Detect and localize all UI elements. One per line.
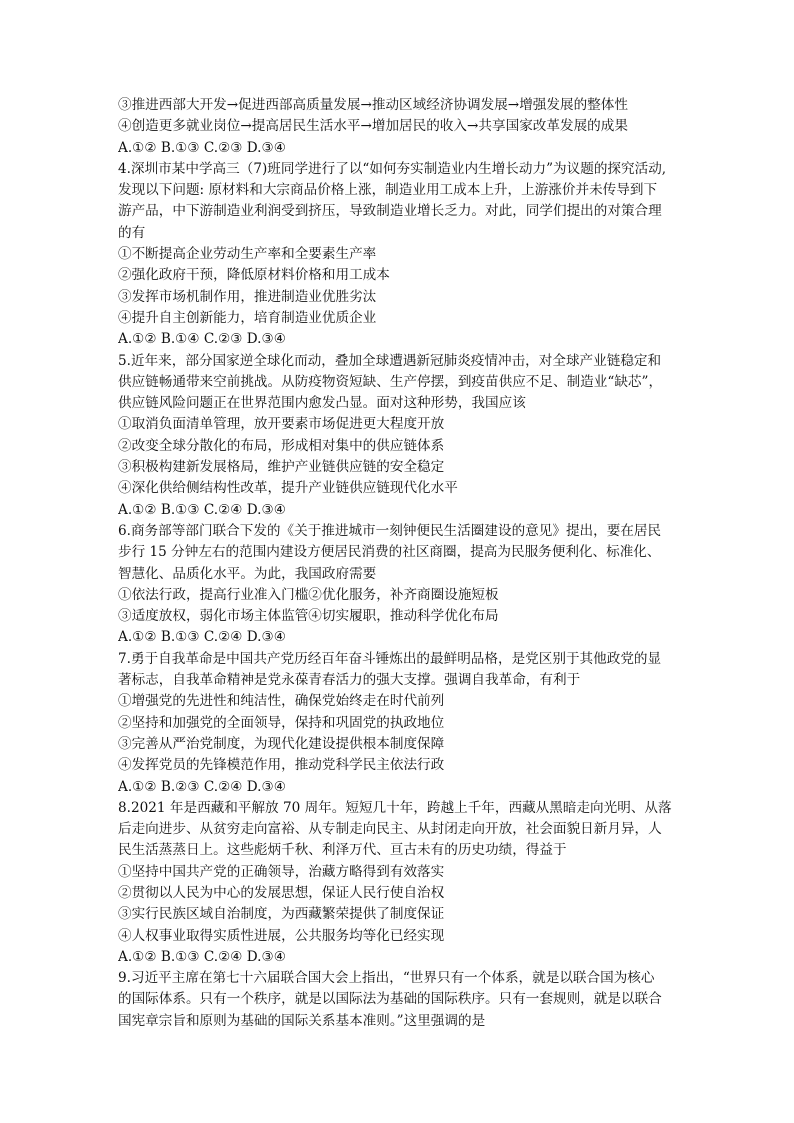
option-line: ③积极构建新发展格局，维护产业链供应链的安全稳定 [118,459,445,476]
question-stem: 的有 [118,224,146,241]
question-stem: 6.商务部等部门联合下发的《关于推进城市一刻钟便民生活圈建设的意见》提出，要在居民 [118,522,662,539]
option-line: ②坚持和加强党的全面领导，保持和巩固党的执政地位 [118,714,445,731]
answer-choices: A.①② B.①③ C.②④ D.③④ [118,948,286,965]
question-stem: 的国际体系。只有一个秩序，就是以国际法为基础的国际秩序。只有一套规则，就是以联合 [118,991,662,1008]
answer-choices: A.①② B.①③ C.②④ D.③④ [118,629,286,646]
option-line: ③推进西部大开发→促进西部高质量发展→推动区域经济协调发展→增强发展的整体性 [118,97,628,113]
answer-choices: A.①② B.①③ C.②③ D.③④ [118,139,286,156]
option-line: ②改变全球分散化的布局，形成相对集中的供应链体系 [118,437,445,454]
question-3-continued [118,95,680,159]
question-stem: 8.2021 年是西藏和平解放 70 周年。短短几十年，跨越上千年，西藏从黑暗走向光明、从落 [118,799,672,816]
option-line: ③适度放权，弱化市场主体监管④切实履职，推动科学优化布局 [118,608,499,625]
question-9 [118,968,680,1032]
question-stem: 4.深圳市某中学高三（7)班同学进行了以“如何夯实制造业内生增长动力”为议题的探究活动, [118,160,667,177]
answer-choices: A.①② B.②③ C.②④ D.③④ [118,778,286,795]
option-line: ②强化政府干预，降低原材料价格和用工成本 [118,267,390,284]
option-line: ④创造更多就业岗位→提高居民生活水平→增加居民的收入→共享国家改革发展的成果 [118,118,628,135]
option-line: ④发挥党员的先锋模范作用，推动党科学民主依法行政 [118,757,445,774]
option-line: ③实行民族区域自治制度，为西藏繁荣提供了制度保证 [118,906,445,923]
option-line: ①取消负面清单管理，放开要素市场促进更大程度开放 [118,416,445,433]
question-5 [118,351,680,521]
question-stem: 著标志，自我革命精神是党永葆青春活力的强大支撑。强调自我革命，有利于 [118,672,581,689]
question-content [118,95,680,1032]
question-stem: 供应链风险问题正在世界范围内愈发凸显。面对这种形势，我国应该 [118,395,526,412]
option-line: ④提升自主创新能力，培育制造业优质企业 [118,309,377,326]
question-8 [118,798,680,968]
option-line: ①坚持中国共产党的正确领导，治藏方略得到有效落实 [118,863,445,880]
question-stem: 7.勇于自我革命是中国共产党历经百年奋斗锤炼出的最鲜明品格，是党区别于其他政党的显 [118,650,662,667]
question-stem: 9.习近平主席在第七十六届联合国大会上指出，“世界只有一个体系，就是以联合国为核心 [118,970,655,987]
question-stem: 游产品，中下游制造业利润受到挤压，导致制造业增长乏力。对此，同学们提出的对策合理 [118,203,662,220]
question-stem: 民生活蒸蒸日上。这些彪炳千秋、利泽万代、亘古未有的历史功绩，得益于 [118,842,567,859]
question-6 [118,521,680,649]
answer-choices: A.①② B.①④ C.②③ D.③④ [118,331,286,348]
option-line: ①不断提高企业劳动生产率和全要素生产率 [118,246,377,263]
question-stem: 后走向进步、从贫穷走向富裕、从专制走向民主、从封闭走向开放，社会面貌日新月异，人 [118,821,662,838]
question-stem: 智慧化、品质化水平。为此，我国政府需要 [118,565,377,582]
question-stem: 国宪章宗旨和原则为基础的国际关系基本准则。”这里强调的是 [118,1012,486,1029]
option-line: ③完善从严治党制度，为现代化建设提供根本制度保障 [118,735,445,752]
question-7 [118,649,680,798]
question-stem: 步行 15 分钟左右的范围内建设方便居民消费的社区商圈，提高为民服务便利化、标准化、 [118,544,661,561]
option-line: ④深化供给侧结构性改革，提升产业链供应链现代化水平 [118,480,458,497]
option-line: ①增强党的先进性和纯洁性，确保党始终走在时代前列 [118,693,445,710]
answer-choices: A.①② B.①③ C.②④ D.③④ [118,501,286,518]
question-stem: 供应链畅通带来空前挑战。从防疫物资短缺、生产停摆，到疫苗供应不足、制造业“缺芯”， [118,373,663,390]
option-line: ②贯彻以人民为中心的发展思想，保证人民行使自治权 [118,884,445,901]
option-line: ④人权事业取得实质性进展，公共服务均等化已经实现 [118,927,445,944]
option-line: ③发挥市场机制作用，推进制造业优胜劣汰 [118,288,377,305]
question-stem: 发现以下问题: 原材料和大宗商品价格上涨，制造业用工成本上升，上游涨价并未传导到下 [118,182,658,199]
question-stem: 5.近年来，部分国家逆全球化而动，叠加全球遭遇新冠肺炎疫情冲击，对全球产业链稳定和 [118,352,662,369]
question-4 [118,159,680,351]
option-line: ①依法行政，提高行业准入门槛②优化服务，补齐商圈设施短板 [118,586,499,603]
